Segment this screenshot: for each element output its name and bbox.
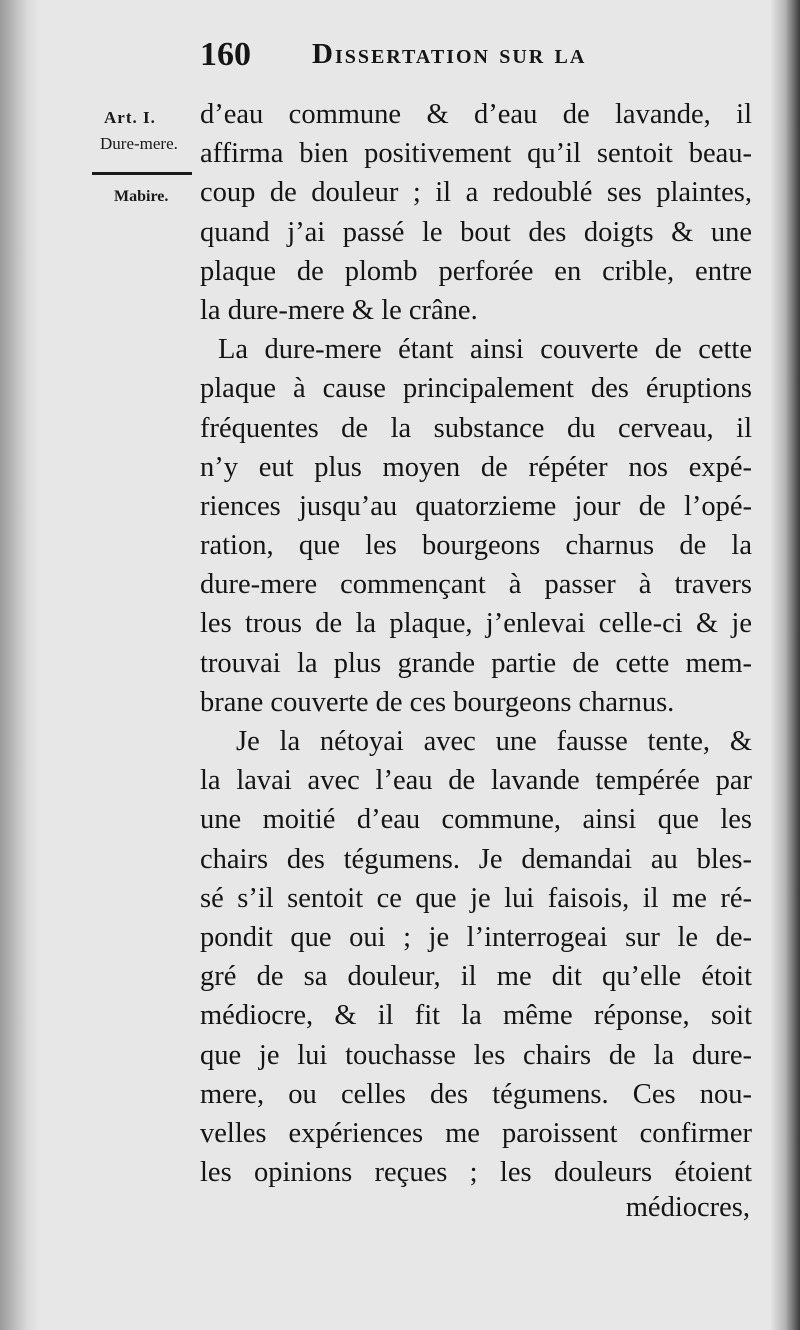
text-line: une moitié d’eau commune, ainsi que les (200, 804, 752, 836)
page-edge-shadow (770, 0, 800, 1330)
text-line: les trous de la plaque, j’enlevai celle-ci & je (200, 608, 752, 640)
text-line: plaque à cause principalement des éruptions (200, 373, 752, 405)
text-line: les opinions reçues ; les douleurs étoient (200, 1157, 752, 1189)
text-line: velles expériences me paroissent confirmer (200, 1117, 752, 1149)
text-line: n’y eut plus moyen de répéter nos expé- (200, 451, 752, 483)
text-line: dure-mere commençant à passer à travers (200, 569, 752, 601)
text-line: affirma bien positivement qu’il sentoit beau- (200, 138, 752, 170)
margin-rule (92, 172, 192, 175)
text-line: Je la nétoyai avec une fausse tente, & (236, 726, 752, 757)
running-head: Dissertation sur la (312, 38, 587, 70)
page-header (200, 36, 670, 80)
text-line: ration, que les bourgeons charnus de la (200, 530, 752, 562)
text-line: brane couverte de ces bourgeons charnus. (200, 686, 675, 718)
margin-name-label: Mabire. (114, 188, 169, 205)
text-line: riences jusqu’au quatorzieme jour de l’opé- (200, 490, 752, 522)
catchword: médiocres, (625, 1192, 750, 1223)
text-line: pondit que oui ; je l’interrogeai sur le de- (200, 921, 752, 953)
text-line: d’eau commune & d’eau de lavande, il (200, 99, 752, 130)
margin-article-label: Art. I. (104, 108, 156, 127)
text-line: sé s’il sentoit ce que je lui faisois, il me ré- (200, 882, 752, 914)
text-line: quand j’ai passé le bout des doigts & une (200, 216, 752, 248)
body-text (200, 95, 752, 1192)
text-line: médiocre, & il fit la même réponse, soit (200, 1000, 752, 1032)
text-line: gré de sa douleur, il me dit qu’elle étoit (200, 961, 752, 993)
text-line: la lavai avec l’eau de lavande tempérée par (200, 765, 752, 797)
text-line: mere, ou celles des tégumens. Ces nou- (200, 1078, 752, 1110)
text-line: que je lui touchasse les chairs de la dure- (200, 1039, 752, 1071)
text-line: la dure-mere & le crâne. (200, 294, 478, 326)
text-line: fréquentes de la substance du cerveau, il (200, 412, 752, 444)
text-line: trouvai la plus grande partie de cette mem- (200, 647, 752, 679)
text-line: coup de douleur ; il a redoublé ses plaintes, (200, 177, 752, 209)
text-line: chairs des tégumens. Je demandai au bles- (200, 843, 752, 875)
margin-subject-label: Dure-mere. (100, 134, 178, 153)
text-line: La dure-mere étant ainsi couverte de cette (218, 334, 752, 366)
gutter-shadow (0, 0, 40, 1330)
text-line: plaque de plomb perforée en crible, entre (200, 255, 752, 287)
page-number: 160 (200, 36, 251, 73)
